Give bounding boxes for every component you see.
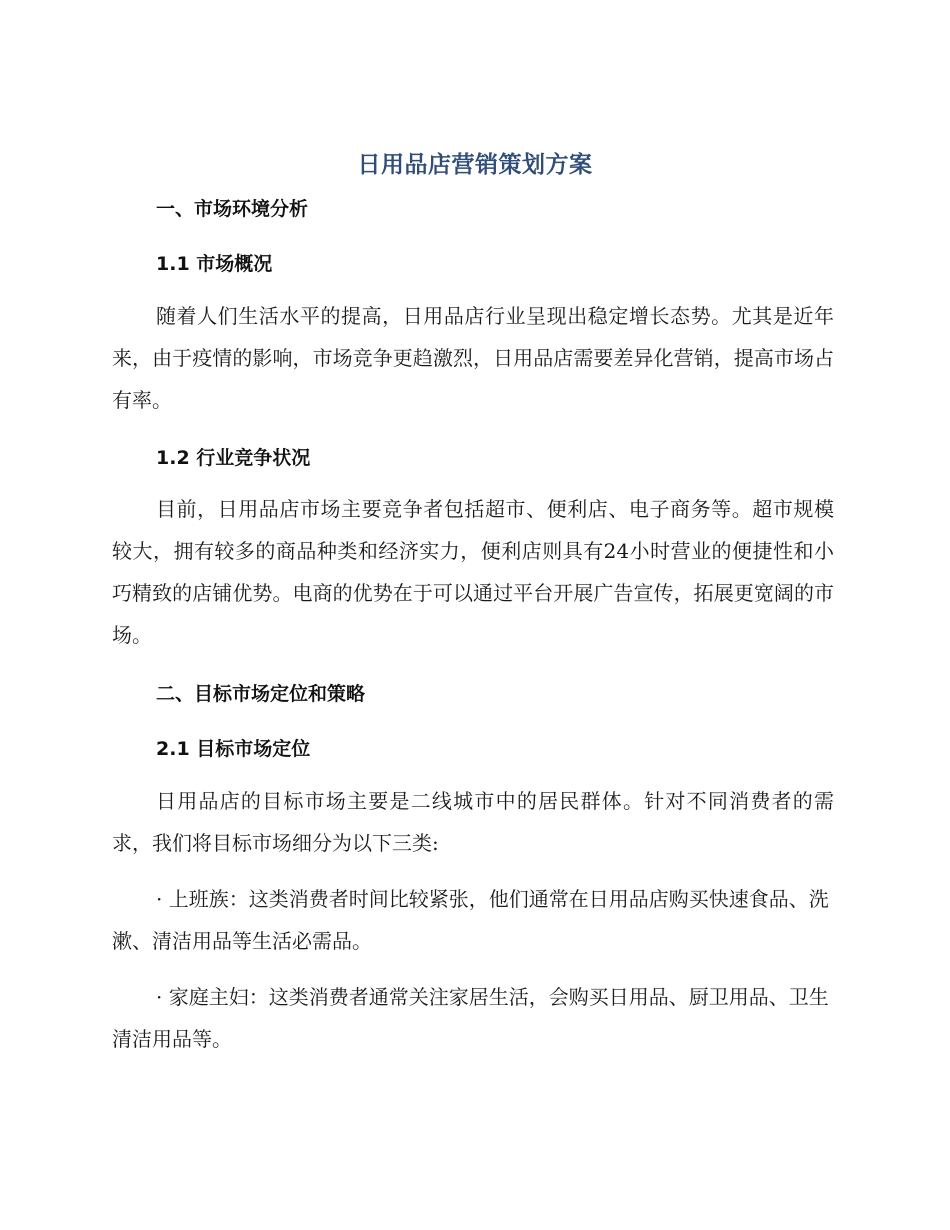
bullet-office-workers: · 上班族：这类消费者时间比较紧张，他们通常在日用品店购买快速食品、洗漱、清洁用品等生活必需品。 — [112, 887, 829, 953]
bullet-housewives: · 家庭主妇：这类消费者通常关注家居生活，会购买日用品、厨卫用品、卫生清洁用品等。 — [112, 985, 829, 1051]
paragraph-target-market: 日用品店的目标市场主要是二线城市中的居民群体。针对不同消费者的需求，我们将目标市场细分为以下三类: — [112, 789, 834, 855]
subsection-heading-1-1: 1.1 市场概况 — [156, 253, 273, 275]
subsection-heading-1-2: 1.2 行业竞争状况 — [156, 447, 311, 469]
paragraph-competition: 目前，日用品店市场主要竞争者包括超市、便利店、电子商务等。超市规模较大，拥有较多的商品种类和经济实力，便利店则具有24小时营业的便捷性和小巧精致的店铺优势。电商的优势在于可以通过平台开展广告宣传，拓展更宽阔的市场。 — [112, 497, 834, 647]
paragraph-market-overview: 随着人们生活水平的提高，日用品店行业呈现出稳定增长态势。尤其是近年来，由于疫情的影响，市场竞争更趋激烈，日用品店需要差异化营销，提高市场占有率。 — [112, 304, 834, 412]
document-title: 日用品店营销策划方案 — [357, 152, 593, 178]
section-heading-2: 二、目标市场定位和策略 — [156, 683, 366, 705]
section-heading-1: 一、市场环境分析 — [156, 198, 309, 220]
subsection-heading-2-1: 2.1 目标市场定位 — [156, 738, 311, 760]
